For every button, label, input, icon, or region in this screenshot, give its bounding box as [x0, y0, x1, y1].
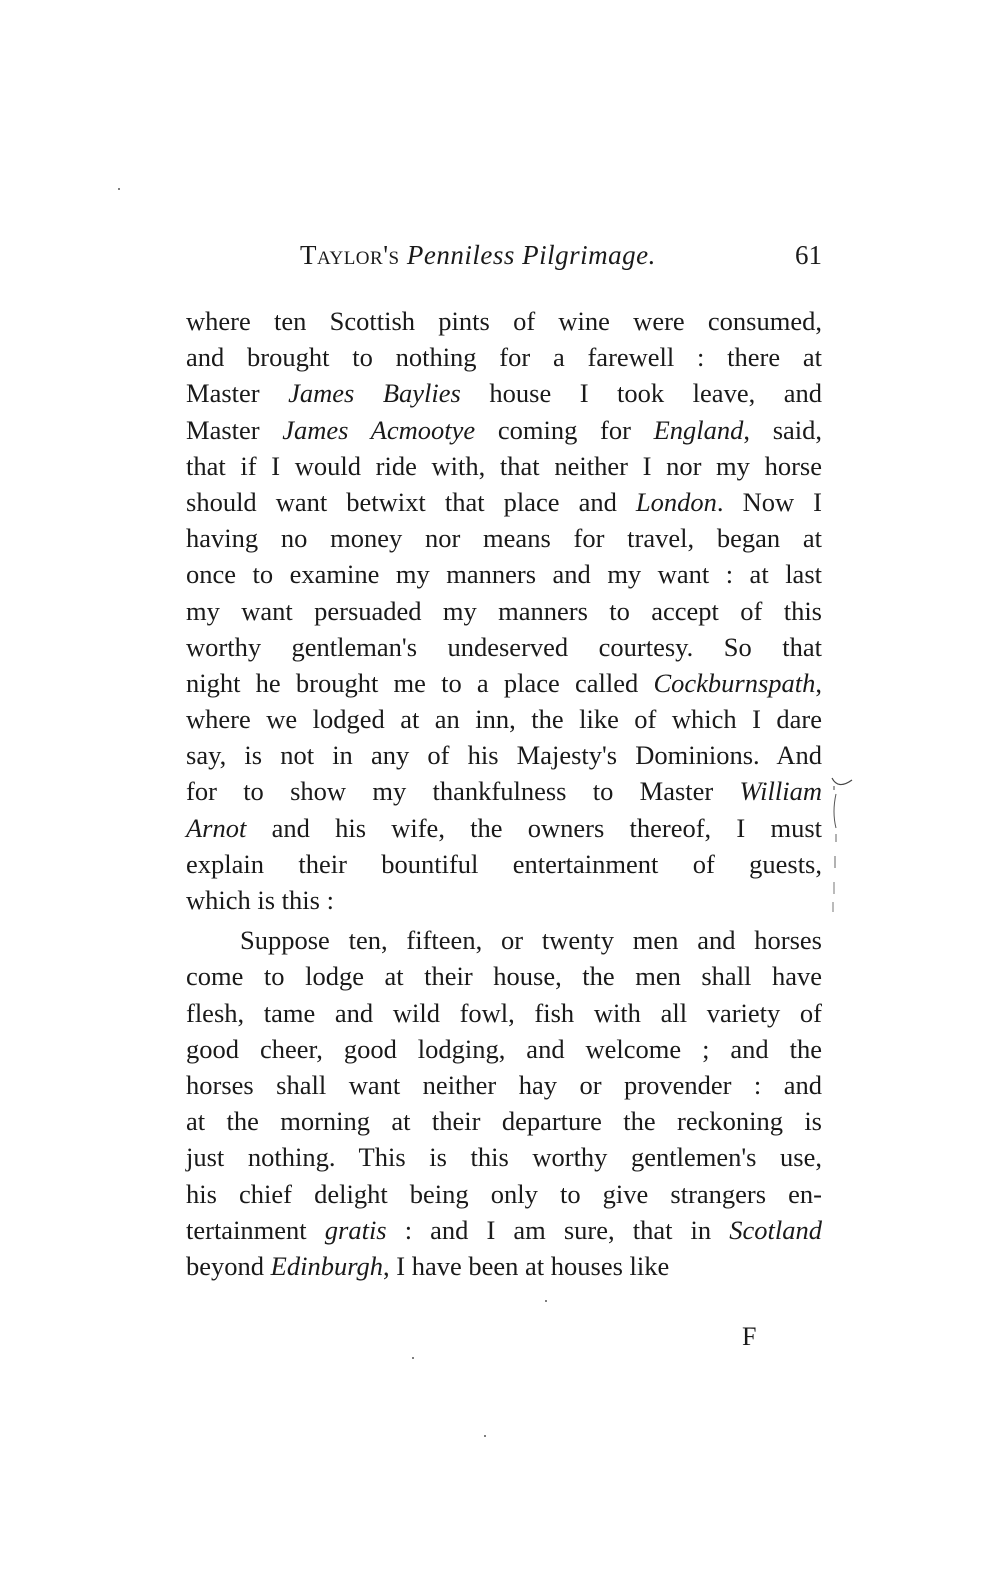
paper-speck [484, 1435, 486, 1437]
text-line: having no money nor means for travel, began at [186, 523, 822, 554]
text-line: Suppose ten, fifteen, or twenty men and horses [240, 925, 822, 956]
paper-speck [118, 188, 120, 190]
text-line: worthy gentleman's undeserved courtesy. So that [186, 631, 822, 662]
text-line: for to show my thankfulness to Master William [186, 776, 822, 807]
text-line: just nothing. This is this worthy gentlemen's use, [186, 1142, 822, 1173]
italic-term: England [653, 414, 744, 445]
text-line: Master James Baylies house I took leave, and [186, 378, 822, 409]
text-line: should want betwixt that place and London. Now I [186, 486, 822, 517]
paper-speck [412, 1357, 414, 1359]
text-line: my want persuaded my manners to accept of this [186, 595, 822, 626]
italic-term: James Acmootye [282, 414, 476, 445]
text-line: say, is not in any of his Majesty's Dominions. And [186, 740, 822, 771]
text-line: tertainment gratis : and I am sure, that in Scotland [186, 1214, 822, 1245]
italic-term: James Baylies [288, 378, 461, 409]
text-line: and brought to nothing for a farewell : there at [186, 342, 822, 373]
text-line: explain their bountiful entertainment of guests, [186, 848, 822, 879]
italic-term: Edinburgh [270, 1250, 384, 1281]
text-line: good cheer, good lodging, and welcome ; and the [186, 1033, 822, 1064]
italic-term: Scotland [729, 1214, 822, 1245]
text-line: horses shall want neither hay or provender : and [186, 1069, 822, 1100]
text-line: come to lodge at their house, the men shall have [186, 961, 822, 992]
italic-term: gratis [324, 1214, 387, 1245]
text-line: his chief delight being only to give strangers en- [186, 1178, 822, 1209]
text-line: where ten Scottish pints of wine were consumed, [186, 306, 822, 336]
italic-term: Cockburnspath [653, 667, 816, 698]
text-line: flesh, tame and wild fowl, fish with all variety of [186, 997, 822, 1028]
signature-mark: F [742, 1322, 757, 1351]
text-line: where we lodged at an inn, the like of which I dare [186, 704, 822, 735]
paragraph-2 [186, 922, 822, 1284]
body-text [186, 303, 822, 1284]
running-head [186, 240, 822, 280]
margin-pencil-mark [828, 772, 858, 922]
text-line: once to examine my manners and my want : at last [186, 559, 822, 590]
running-title [300, 240, 656, 271]
text-line: night he brought me to a place called Cockburnspath, [186, 667, 822, 698]
text-line: at the morning at their departure the reckoning is [186, 1106, 822, 1137]
italic-term: Arnot [186, 812, 247, 843]
italic-term: London [635, 486, 717, 517]
running-title-author: Taylor's [300, 240, 400, 270]
text-line: Master James Acmootye coming for England, said, [186, 414, 823, 445]
italic-term: William [739, 776, 822, 807]
paragraph-1 [186, 303, 822, 918]
running-title-work: Penniless Pilgrimage. [406, 240, 656, 270]
page-number: 61 [795, 240, 822, 270]
text-line: which is this : [186, 885, 334, 915]
text-line: Arnot and his wife, the owners thereof, I must [186, 812, 822, 843]
paper-speck [545, 1300, 547, 1302]
text-line: that if I would ride with, that neither I nor my horse [186, 450, 822, 481]
text-line: beyond Edinburgh, I have been at houses like [186, 1250, 670, 1281]
